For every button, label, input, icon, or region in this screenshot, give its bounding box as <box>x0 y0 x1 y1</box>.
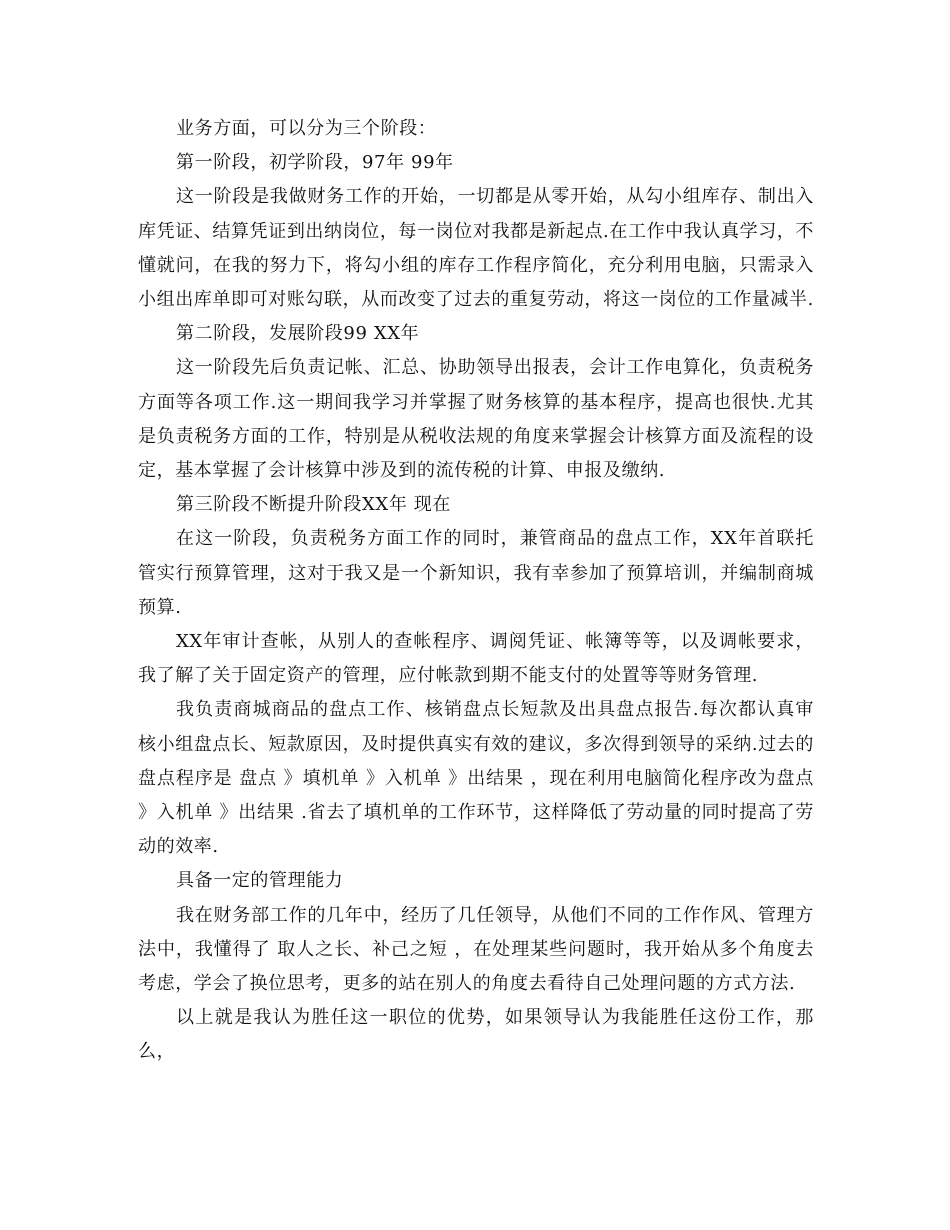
paragraph-management-heading: 具备一定的管理能力 <box>176 870 344 892</box>
paragraph-stage-three-heading: 第三阶段不断提升阶段XX年 现在 <box>176 494 451 516</box>
paragraph-management-body: 我在财务部工作的几年中，经历了几任领导，从他们不同的工作作风、管理方法中，我懂得了 取人之长、补己之短 ，在处理某些问题时，我开始从多个角度去考虑，学会了换位思考，更多的站在别人的角度去看待自己处理问题的方式方法. <box>138 904 814 995</box>
paragraph-stage-two-body: 这一阶段先后负责记帐、汇总、协助领导出报表，会计工作电算化，负责税务方面等各项工作.这一期间我学习并掌握了财务核算的基本程序，提高也很快.尤其是负责税务方面的工作，特别是从税收法规的角度来掌握会计核算方面及流程的设定，基本掌握了会计核算中涉及到的流传税的计算、申报及缴纳. <box>138 357 814 482</box>
paragraph-stage-one-heading: 第一阶段，初学阶段，97年 99年 <box>176 152 454 174</box>
document-body <box>138 112 814 1070</box>
paragraph-stage-three-body: 在这一阶段，负责税务方面工作的同时，兼管商品的盘点工作，XX年首联托管实行预算管理，这对于我又是一个新知识，我有幸参加了预算培训，并编制商城预算. <box>138 528 814 618</box>
paragraph-stage-two-heading: 第二阶段，发展阶段99 XX年 <box>176 323 420 345</box>
paragraph-stage-one-body: 这一阶段是我做财务工作的开始，一切都是从零开始，从勾小组库存、制出入库凭证、结算凭证到出纳岗位，每一岗位对我都是新起点.在工作中我认真学习，不懂就问，在我的努力下，将勾小组的库存工作程序简化，充分利用电脑，只需录入小组出库单即可对账勾联，从而改变了过去的重复劳动，将这一岗位的工作量减半. <box>138 186 814 311</box>
paragraph-audit: XX年审计查帐，从别人的查帐程序、调阅凭证、帐簿等等，以及调帐要求，我了解了关于固定资产的管理，应付帐款到期不能支付的处置等等财务管理. <box>138 631 814 687</box>
paragraph-inventory: 我负责商城商品的盘点工作、核销盘点长短款及出具盘点报告.每次都认真审核小组盘点长、短款原因，及时提供真实有效的建议，多次得到领导的采纳.过去的盘点程序是 盘点 》填机单 》入机单 》出结果 ，现在利用电脑简化程序改为盘点 》入机单 》出结果 .省去了填机单的工作环节，这样降低了劳动量的同时提高了劳动的效率. <box>138 699 814 858</box>
paragraph-business-stages: 业务方面，可以分为三个阶段： <box>176 118 437 139</box>
paragraph-conclusion: 以上就是我认为胜任这一职位的优势，如果领导认为我能胜任这份工作，那么， <box>138 1007 814 1063</box>
